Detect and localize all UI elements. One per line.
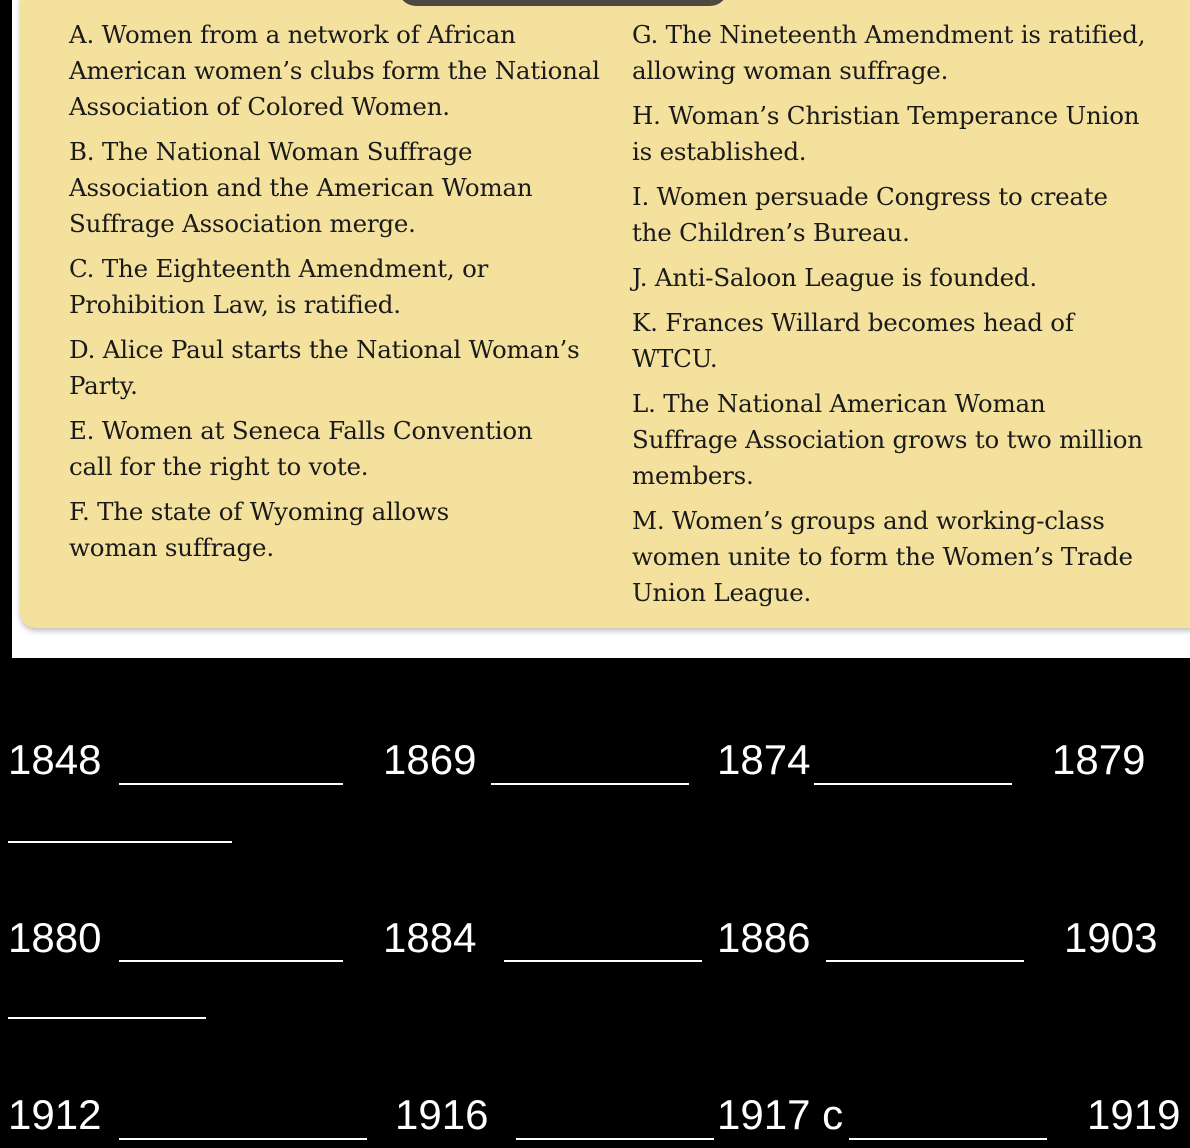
- event-c: C. The Eighteenth Amendment, or Prohibition Law, is ratified.: [69, 254, 489, 319]
- answer-blank[interactable]: [119, 1138, 367, 1140]
- answer-blank[interactable]: [516, 1138, 714, 1140]
- answer-blank[interactable]: [491, 783, 689, 785]
- answer-blank[interactable]: [119, 783, 343, 785]
- event-i: I. Women persuade Congress to create the Children’s Bureau.: [632, 182, 1108, 247]
- year-label: 1903: [1064, 914, 1158, 961]
- event-m: M. Women’s groups and working-class women unite to form the Women’s Trade Union League.: [632, 506, 1133, 607]
- answer-blank[interactable]: [849, 1138, 1047, 1140]
- answer-blank[interactable]: [504, 960, 702, 962]
- answer-blank[interactable]: [119, 960, 343, 962]
- year-label: 1848: [8, 736, 102, 783]
- event-k: K. Frances Willard becomes head of WTCU.: [632, 308, 1074, 373]
- year-label: 1919: [1087, 1091, 1181, 1138]
- year-label: 1912: [8, 1091, 102, 1138]
- event-g: G. The Nineteenth Amendment is ratified, allowing woman suffrage.: [632, 20, 1146, 85]
- year-label: 1917 c: [717, 1091, 844, 1138]
- events-right-column: [632, 17, 1172, 620]
- event-f: F. The state of Wyoming allows woman suffrage.: [69, 497, 450, 562]
- event-e: E. Women at Seneca Falls Convention call for the right to vote.: [69, 416, 533, 481]
- event-d: D. Alice Paul starts the National Woman’s Party.: [69, 335, 580, 400]
- year-label: 1880: [8, 914, 102, 961]
- year-label: 1879: [1052, 736, 1146, 783]
- answer-row-1: [0, 735, 1190, 795]
- event-j: J. Anti-Saloon League is founded.: [632, 263, 1037, 292]
- answer-blank[interactable]: [8, 1017, 206, 1019]
- answer-blank[interactable]: [8, 841, 232, 843]
- event-b: B. The National Woman Suffrage Association and the American Woman Suffrage Association merge.: [69, 137, 533, 238]
- event-l: L. The National American Woman Suffrage Association grows to two million members.: [632, 389, 1143, 490]
- events-left-column: [69, 17, 609, 575]
- answer-blank[interactable]: [814, 783, 1012, 785]
- year-label: 1874: [717, 736, 811, 783]
- event-h: H. Woman’s Christian Temperance Union is established.: [632, 101, 1140, 166]
- year-label: 1869: [383, 736, 477, 783]
- event-a: A. Women from a network of African American women’s clubs form the National Association of Colored Women.: [69, 20, 600, 121]
- year-label: 1884: [383, 914, 477, 961]
- answer-row-3: [0, 1090, 1190, 1148]
- year-label: 1916: [395, 1091, 489, 1138]
- box-header-tab: [398, 0, 728, 6]
- year-label: 1886: [717, 914, 811, 961]
- answer-row-2: [0, 913, 1190, 973]
- answer-blank[interactable]: [826, 960, 1024, 962]
